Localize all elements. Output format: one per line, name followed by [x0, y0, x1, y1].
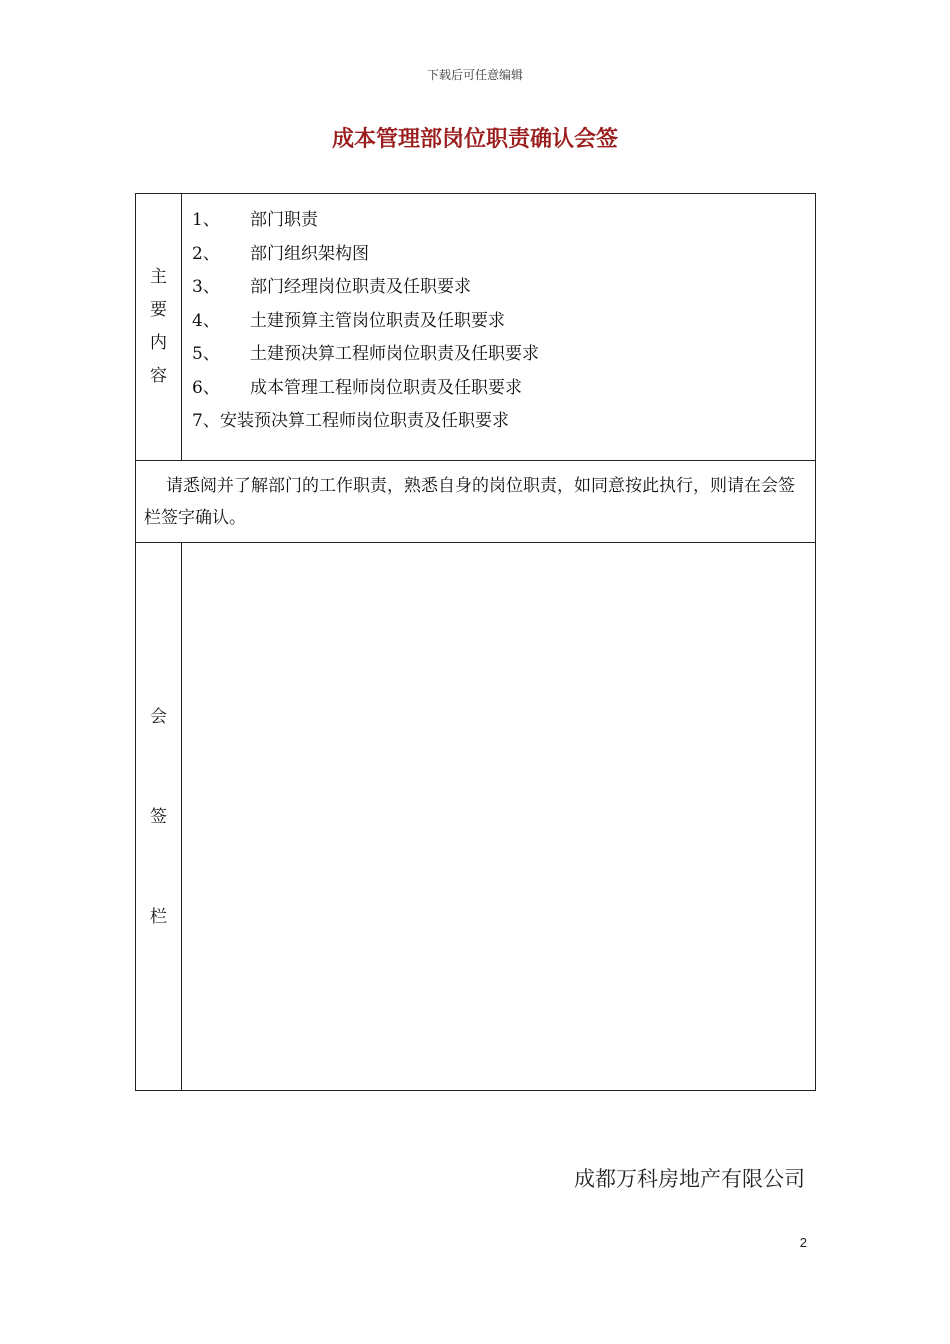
item-number: 6、 — [192, 377, 220, 398]
label-char: 会 — [150, 706, 167, 727]
main-content-row — [136, 194, 816, 461]
item-number: 1、 — [192, 210, 220, 230]
signature-row — [136, 543, 816, 1091]
item-number: 2、 — [192, 243, 220, 264]
item-text: 成本管理工程师岗位职责及任职要求 — [250, 377, 522, 398]
main-content-label — [136, 194, 182, 461]
list-item — [192, 305, 815, 339]
item-text: 土建预算主管岗位职责及任职要求 — [250, 310, 505, 331]
page-number: 2 — [799, 1235, 807, 1250]
document-title: 成本管理部岗位职责确认会签 — [331, 127, 618, 152]
note-row — [136, 461, 816, 543]
confirmation-table — [135, 193, 816, 1091]
label-char: 容 — [150, 366, 167, 386]
main-content-cell — [182, 194, 816, 461]
item-text: 安装预决算工程师岗位职责及任职要求 — [220, 411, 509, 431]
list-item — [192, 338, 815, 372]
list-item — [192, 405, 815, 439]
list-item — [192, 372, 815, 406]
item-text: 部门组织架构图 — [250, 243, 369, 264]
instruction-note: 请悉阅并了解部门的工作职责，熟悉自身的岗位职责，如同意按此执行，则请在会签栏签字确认。 — [144, 475, 795, 528]
note-cell — [136, 461, 816, 543]
label-char: 主 — [150, 267, 167, 287]
item-number: 7、 — [192, 411, 220, 431]
list-item — [192, 204, 815, 238]
company-name: 成都万科房地产有限公司 — [574, 1167, 805, 1191]
item-text: 部门职责 — [250, 210, 318, 230]
item-number: 4、 — [192, 310, 220, 331]
signature-area[interactable] — [182, 543, 816, 1091]
item-number: 3、 — [192, 277, 220, 297]
label-char: 栏 — [150, 906, 167, 927]
content-list — [182, 194, 815, 439]
label-char: 要 — [150, 300, 167, 320]
label-char: 签 — [150, 806, 167, 827]
item-text: 部门经理岗位职责及任职要求 — [250, 277, 471, 297]
header-note: 下载后可任意编辑 — [426, 68, 523, 82]
item-text: 土建预决算工程师岗位职责及任职要求 — [250, 344, 539, 364]
list-item — [192, 271, 815, 305]
list-item — [192, 238, 815, 272]
item-number: 5、 — [192, 344, 220, 364]
signature-label — [136, 543, 182, 1091]
label-char: 内 — [150, 333, 167, 353]
